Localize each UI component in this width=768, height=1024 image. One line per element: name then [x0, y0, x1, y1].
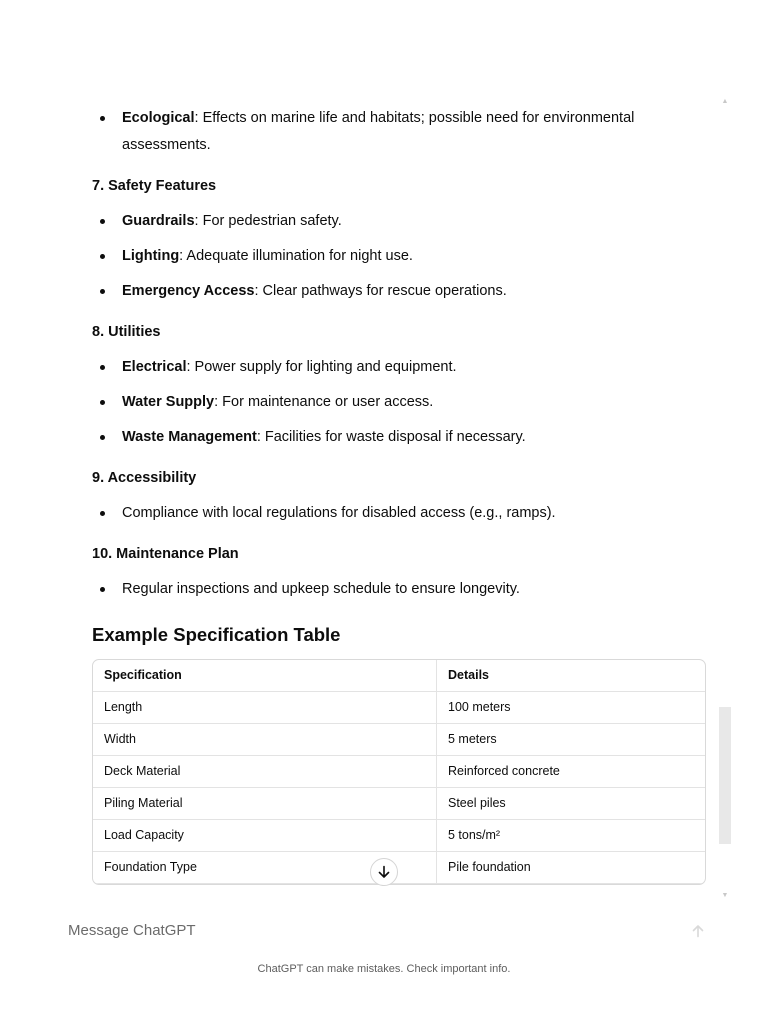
list-item — [122, 208, 706, 235]
bullet-list — [92, 208, 706, 305]
list-item — [122, 278, 706, 305]
bullet-text: Compliance with local regulations for disabled access (e.g., ramps). — [122, 505, 556, 521]
list-item — [122, 500, 706, 527]
table-row — [93, 692, 705, 724]
list-item — [122, 243, 706, 270]
spec-table — [92, 659, 706, 885]
table-cell: Pile foundation — [437, 852, 706, 884]
bullet-term: Emergency Access — [122, 283, 255, 299]
bullet-term: Guardrails — [122, 213, 195, 229]
section-heading: 7. Safety Features — [92, 178, 217, 194]
bullet-text: : For maintenance or user access. — [214, 394, 434, 410]
list-item — [122, 424, 706, 451]
table-cell: Reinforced concrete — [437, 756, 706, 788]
table-header-row — [93, 660, 705, 692]
table-row — [93, 820, 705, 852]
scrollbar-thumb[interactable] — [719, 707, 731, 844]
bullet-term: Water Supply — [122, 394, 215, 410]
table-cell: Load Capacity — [93, 820, 437, 852]
message-composer — [0, 908, 768, 956]
column-header: Specification — [93, 660, 437, 692]
assistant-message — [92, 105, 706, 885]
section-heading: 10. Maintenance Plan — [92, 546, 239, 562]
bullet-term: Lighting — [122, 248, 180, 264]
bullet-text: : Facilities for waste disposal if necessary. — [256, 429, 526, 445]
bullet-text: : Clear pathways for rescue operations. — [254, 283, 507, 299]
scroll-up-arrow-icon[interactable]: ▲ — [721, 98, 729, 105]
table-row — [93, 788, 705, 820]
scroll-down-arrow-icon[interactable]: ▼ — [721, 892, 729, 899]
table-cell: 100 meters — [437, 692, 706, 724]
table-row — [93, 852, 705, 884]
table-row — [93, 756, 705, 788]
column-header: Details — [437, 660, 706, 692]
bullet-list — [92, 576, 706, 603]
table-cell: Foundation Type — [93, 852, 437, 884]
section-heading: 8. Utilities — [92, 324, 161, 340]
arrow-down-icon — [377, 865, 391, 879]
table-cell: Piling Material — [93, 788, 437, 820]
bullet-term: Ecological — [122, 110, 195, 126]
bullet-text: Regular inspections and upkeep schedule to ensure longevity. — [122, 581, 520, 597]
bullet-list — [92, 500, 706, 527]
send-button[interactable] — [688, 921, 708, 941]
table-cell: Deck Material — [93, 756, 437, 788]
table-cell: 5 meters — [437, 724, 706, 756]
table-cell: Length — [93, 692, 437, 724]
scroll-to-bottom-button[interactable] — [370, 858, 398, 886]
section-heading: 9. Accessibility — [92, 470, 197, 486]
table-cell: Steel piles — [437, 788, 706, 820]
message-input[interactable] — [68, 922, 668, 939]
arrow-up-icon — [691, 924, 705, 938]
bullet-term: Electrical — [122, 359, 187, 375]
bullet-text: : Adequate illumination for night use. — [179, 248, 413, 264]
bullet-list — [92, 354, 706, 451]
table-row — [93, 724, 705, 756]
table-cell: 5 tons/m² — [437, 820, 706, 852]
previous-bullet-list — [92, 105, 706, 159]
list-item — [122, 389, 706, 416]
bullet-term: Waste Management — [122, 429, 257, 445]
list-item — [122, 576, 706, 603]
table-cell: Width — [93, 724, 437, 756]
bullet-text: : Effects on marine life and habitats; possible need for environmental assessments. — [122, 110, 635, 153]
bullet-text: : Power supply for lighting and equipment. — [186, 359, 457, 375]
bullet-text: : For pedestrian safety. — [194, 213, 342, 229]
list-item — [122, 105, 706, 159]
disclaimer-text: ChatGPT can make mistakes. Check important info. — [257, 963, 511, 975]
table-heading: Example Specification Table — [92, 624, 341, 645]
list-item — [122, 354, 706, 381]
